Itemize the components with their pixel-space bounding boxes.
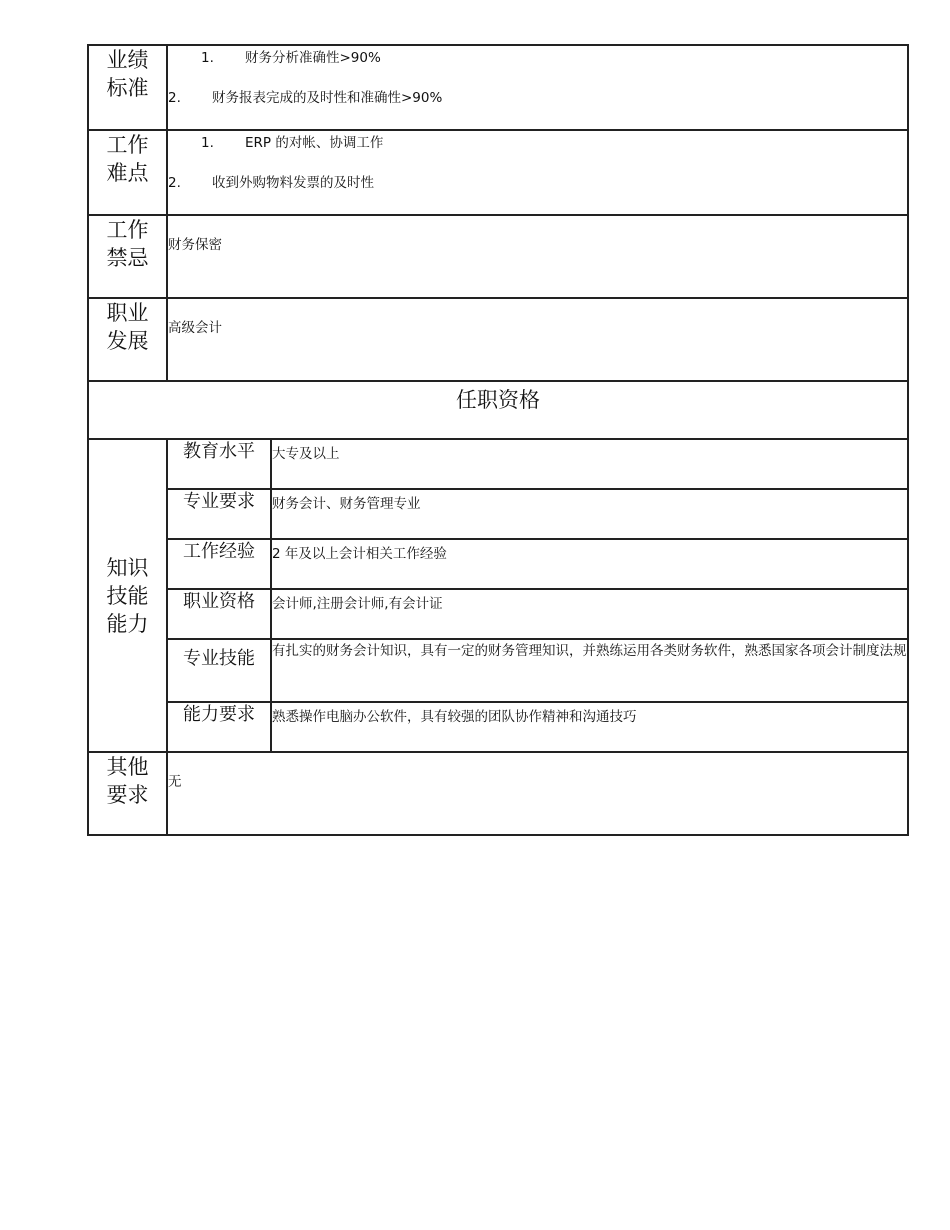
label-career-development: 职业 发展 xyxy=(88,298,167,381)
label-work-taboo: 工作 禁忌 xyxy=(88,215,167,298)
section-title: 任职资格 xyxy=(88,381,908,439)
value-major-requirement: 财务会计、财务管理专业 xyxy=(271,489,908,539)
table-row xyxy=(88,439,908,489)
label-knowledge-skill-ability: 知识 技能 能力 xyxy=(88,439,167,752)
other-requirements-value: 无 xyxy=(167,752,908,835)
table-row xyxy=(88,489,908,539)
row-work-taboo xyxy=(88,215,908,298)
label-work-difficulty: 工作 难点 xyxy=(88,130,167,215)
work-taboo-value: 财务保密 xyxy=(167,215,908,298)
label-professional-skill: 专业技能 xyxy=(167,639,271,702)
career-development-value: 高级会计 xyxy=(167,298,908,381)
label-performance-standard: 业绩 标准 xyxy=(88,45,167,130)
table-row xyxy=(88,639,908,702)
label-major-requirement: 专业要求 xyxy=(167,489,271,539)
list-item: 1. 财务分析准确性>90% xyxy=(201,50,381,66)
label-education-level: 教育水平 xyxy=(167,439,271,489)
performance-standard-list xyxy=(167,45,908,130)
label-work-experience: 工作经验 xyxy=(167,539,271,589)
value-ability-requirement: 熟悉操作电脑办公软件，具有较强的团队协作精神和沟通技巧 xyxy=(271,702,908,752)
table-row xyxy=(88,539,908,589)
list-item: 2. 财务报表完成的及时性和准确性>90% xyxy=(168,90,443,106)
row-other-requirements xyxy=(88,752,908,835)
row-performance-standard xyxy=(88,45,908,130)
value-work-experience: 2 年及以上会计相关工作经验 xyxy=(271,539,908,589)
value-education-level: 大专及以上 xyxy=(271,439,908,489)
row-qualification-header xyxy=(88,381,908,439)
job-description-table xyxy=(87,44,909,836)
value-professional-qualification: 会计师,注册会计师,有会计证 xyxy=(271,589,908,639)
label-other-requirements: 其他 要求 xyxy=(88,752,167,835)
label-professional-qualification: 职业资格 xyxy=(167,589,271,639)
table-row xyxy=(88,589,908,639)
value-professional-skill: 有扎实的财务会计知识，具有一定的财务管理知识，并熟练运用各类财务软件，熟悉国家各项会计制度法规 xyxy=(271,639,908,702)
row-work-difficulty xyxy=(88,130,908,215)
row-career-development xyxy=(88,298,908,381)
list-item: 2. 收到外购物料发票的及时性 xyxy=(168,175,374,191)
list-item: 1. ERP 的对帐、协调工作 xyxy=(201,135,384,151)
work-difficulty-list xyxy=(167,130,908,215)
label-ability-requirement: 能力要求 xyxy=(167,702,271,752)
table-row xyxy=(88,702,908,752)
